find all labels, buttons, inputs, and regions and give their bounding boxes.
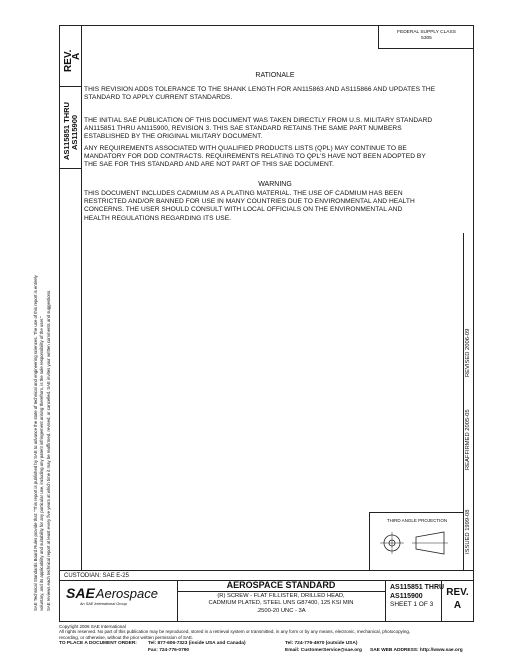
side-notice-line2: voluntary, and its applicability and suitability for any particular use, including any patent infringement arising therefrom, is the sole responsibility of the user." <box>39 316 44 611</box>
text-line: ESTABLISHED BY THE ORIGINAL MILITARY DOCUMENT. <box>84 133 263 141</box>
copyright-line: Copyright 2006 SAE International <box>59 624 126 629</box>
header-column-divider <box>81 25 82 570</box>
header-doc-number-line2: AS115900 <box>70 114 79 150</box>
tel-intl: Tel: 724-776-4970 (outside USA) <box>285 641 358 646</box>
rationale-paragraph-2 <box>84 117 466 142</box>
description-line: (R) SCREW - FLAT FILLISTER, DRILLED HEAD, <box>217 593 345 599</box>
projection-box <box>369 512 464 570</box>
issued-date: ISSUED 1999-08 <box>465 509 471 554</box>
side-notice-line3: SAE reviews each technical report at least every five years at which time it may be reaffirmed, revised, or cancelled. SAE invites your written comments and suggestions. <box>46 289 51 611</box>
title-block-title-rule <box>177 591 385 592</box>
description-line: .2500-20 UNC - 3A <box>256 607 306 614</box>
text-line: STANDARD TO APPLY CURRENT STANDARDS. <box>84 94 233 102</box>
text-line: AN115851 THRU AN115900, REVISION 3. THIS SAE STANDARD RETAINS THE SAME PART NUMBERS <box>84 125 402 133</box>
header-rev-label: REV. <box>63 49 74 72</box>
sheet-number: SHEET 1 OF 3 <box>390 601 434 608</box>
sae-aerospace-logo <box>66 585 174 617</box>
custodian: CUSTODIAN: SAE E-25 <box>64 573 129 579</box>
text-line: ANY REQUIREMENTS ASSOCIATED WITH QUALIFIED PRODUCTS LISTS (QPL) MAY CONTINUE TO BE <box>84 145 407 152</box>
rationale-paragraph-1 <box>84 86 466 102</box>
doc-number-line2: AS115900 <box>390 592 423 600</box>
projection-label: THIRD ANGLE PROJECTION <box>386 518 448 523</box>
footer-copyright <box>59 624 474 640</box>
logo-subtitle: An SAE International Group <box>80 602 127 606</box>
part-description <box>177 593 385 615</box>
title-block-rev <box>441 586 474 612</box>
fsc-number: 5305 <box>421 36 432 41</box>
fsc-label: FEDERAL SUPPLY CLASS <box>397 30 456 35</box>
federal-supply-class-box <box>378 25 474 49</box>
title-rev-label: REV. <box>446 587 469 598</box>
text-line: THE SAE FOR THIS STANDARD AND ARE NOT PART OF THIS SAE DOCUMENT. <box>84 161 335 169</box>
doc-number-line1: AS115851 THRU <box>390 584 445 591</box>
text-line: HEALTH REGULATIONS REGARDING ITS USE. <box>84 214 232 222</box>
title-block-divider-2 <box>385 580 386 622</box>
rationale-title: RATIONALE <box>255 72 295 79</box>
text-line: CONCERNS. THE USER SHOULD CONSULT WITH LOCAL OFFICIALS ON THE ENVIRONMENTAL AND <box>84 206 403 214</box>
header-docnum-divider <box>59 168 81 169</box>
description-line: CADMIUM PLATED, STEEL UNS G87400, 125 KSI MIN <box>208 600 354 607</box>
aerospace-standard-title: AEROSPACE STANDARD <box>226 580 336 590</box>
fax: Fax: 724-776-0790 <box>148 648 190 653</box>
logo-aerospace: Aerospace <box>95 586 158 601</box>
reaffirmed-date: REAFFIRMED 2005-05 <box>465 409 471 470</box>
title-rev-value: A <box>453 600 462 611</box>
rights-line: recording, or otherwise, without the prior written permission of SAE. <box>59 634 194 640</box>
text-line: THE INITIAL SAE PUBLICATION OF THIS DOCUMENT WAS TAKEN DIRECTLY FROM U.S. MILITARY STANDARD <box>84 117 433 124</box>
header-rev-value: A <box>71 52 82 60</box>
title-block-doc-number <box>390 584 444 610</box>
text-line: MANDATORY FOR DOD CONTRACTS. REQUIREMENTS RELATING TO QPL'S HAVE NOT BEEN ADOPTED BY <box>84 153 426 161</box>
text-line: THIS REVISION ADDS TOLERANCE TO THE SHANK LENGTH FOR AN115863 AND AS115866 AND UPDATES THE <box>84 86 436 93</box>
warning-paragraph <box>84 190 466 223</box>
side-notice-line1: SAE Technical Standards Board Rules provide that: "This report is published by SAE to advance the state of technical and engineering sciences. The use of this report is entirely <box>33 275 38 611</box>
web-address[interactable]: SAE WEB ADDRESS: http://www.sae.org <box>370 648 463 653</box>
warning-title: WARNING <box>258 181 292 188</box>
rationale-paragraph-3 <box>84 145 466 170</box>
custodian-top-rule <box>59 570 474 571</box>
order-label: TO PLACE A DOCUMENT ORDER: <box>59 641 137 646</box>
tel-us: Tel: 877-606-7323 (inside USA and Canada) <box>148 641 246 646</box>
text-line: THIS DOCUMENT INCLUDES CADMIUM AS A PLATING MATERIAL. THE USE OF CADMIUM HAS BEEN <box>84 190 403 197</box>
third-angle-projection-symbol <box>370 529 463 569</box>
revised-date: REVISED 2006-09 <box>465 328 471 377</box>
header-rev-divider <box>59 86 81 87</box>
logo-sae: SAE <box>66 585 95 601</box>
header-doc-number-line1: AS115851 THRU <box>62 102 71 160</box>
rights-line: All rights reserved. No part of this publication may be reproduced, stored in a retrieval system or transmitted, in any form or by any means, electronic, mechanical, photocopying, <box>59 629 411 635</box>
text-line: RESTRICTED AND/OR BANNED FOR USE IN MANY COUNTRIES DUE TO ENVIRONMENTAL AND HEALTH <box>84 198 415 206</box>
email[interactable]: Email: CustomerService@sae.org <box>285 648 362 653</box>
